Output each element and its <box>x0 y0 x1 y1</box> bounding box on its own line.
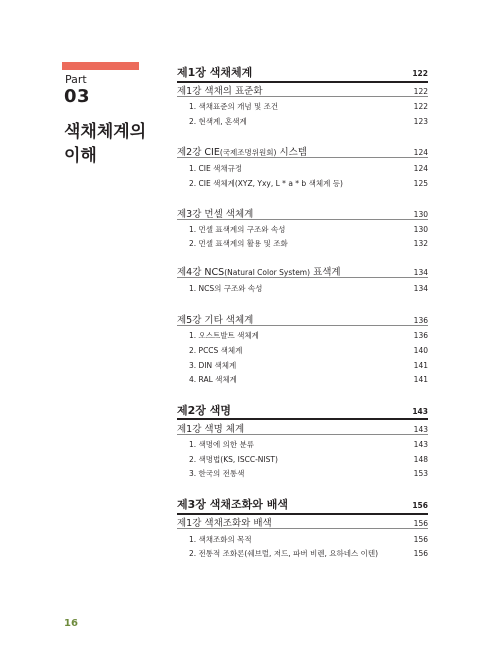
part-number: 03 <box>64 86 91 107</box>
section-rule <box>177 96 428 97</box>
toc-page: 122 <box>413 102 428 111</box>
toc-title: 1. 색채표준의 개념 및 조건 <box>189 102 279 111</box>
toc-title: 1. 먼셀 표색계의 구조와 속성 <box>189 225 286 234</box>
toc-item[interactable] <box>177 439 428 450</box>
toc-title: 1. NCS의 구조와 속성 <box>189 284 263 293</box>
toc-page: 123 <box>413 117 428 126</box>
toc-section[interactable] <box>177 421 428 435</box>
section-rule <box>177 277 428 278</box>
toc-page: 156 <box>413 519 428 528</box>
toc-title: 제5강 기타 색체계 <box>177 315 254 326</box>
part-title-line1: 색채체계의 <box>64 122 147 142</box>
toc-title: 제3장 색채조화와 배색 <box>177 498 288 511</box>
toc-section[interactable] <box>177 515 428 529</box>
toc-section[interactable] <box>177 206 428 220</box>
toc-item[interactable] <box>177 345 428 356</box>
part-title <box>64 120 164 168</box>
toc-title: 제3강 먼셀 색체계 <box>177 209 254 220</box>
toc-item[interactable] <box>177 454 428 465</box>
toc-item[interactable] <box>177 283 428 294</box>
toc-page: 122 <box>413 87 428 96</box>
toc-page: 124 <box>413 164 428 173</box>
section-rule <box>177 434 428 435</box>
toc-title: 제1강 색채의 표준화 <box>177 86 263 97</box>
part-accent-bar <box>62 62 139 70</box>
chapter-rule <box>177 418 428 420</box>
toc-item[interactable] <box>177 101 428 112</box>
toc-page: 122 <box>412 69 428 78</box>
toc-item[interactable] <box>177 534 428 545</box>
toc-title: 1. 색채조화의 목적 <box>189 535 252 544</box>
toc-section[interactable] <box>177 144 428 158</box>
toc-section[interactable] <box>177 83 428 97</box>
toc-page: 156 <box>413 535 428 544</box>
toc-item[interactable] <box>177 374 428 385</box>
toc-title: 1. 색명에 의한 분류 <box>189 440 255 449</box>
page-number: 16 <box>64 618 78 629</box>
toc-page: 134 <box>413 284 428 293</box>
toc-section[interactable] <box>177 312 428 326</box>
toc-title: 3. 한국의 전통색 <box>189 469 245 478</box>
toc-title: 2. 색명법(KS, ISCC-NIST) <box>189 455 278 464</box>
toc-title: 1. 오스트발트 색체계 <box>189 331 259 340</box>
toc-item[interactable] <box>177 163 428 174</box>
section-rule <box>177 528 428 529</box>
toc-title: 4. RAL 색체계 <box>189 375 237 384</box>
toc-page: 153 <box>413 469 428 478</box>
toc-page: 143 <box>413 440 428 449</box>
toc-page: 130 <box>413 210 428 219</box>
toc-item[interactable] <box>177 548 428 559</box>
toc-item[interactable] <box>177 330 428 341</box>
toc-title: 3. DIN 색체계 <box>189 361 237 370</box>
toc-chapter-3[interactable] <box>177 496 428 512</box>
toc-item[interactable] <box>177 238 428 249</box>
section-rule <box>177 219 428 220</box>
toc-page: 156 <box>413 549 428 558</box>
toc-page: 132 <box>413 239 428 248</box>
toc-page: 148 <box>413 455 428 464</box>
toc-page: 143 <box>413 425 428 434</box>
part-title-line2: 이해 <box>64 146 97 166</box>
toc-page: 140 <box>413 346 428 355</box>
toc-page: 141 <box>413 375 428 384</box>
toc-title: 제4강 NCS(Natural Color System) 표색계 <box>177 267 341 278</box>
toc-title: 제2장 색명 <box>177 404 231 417</box>
toc-item[interactable] <box>177 116 428 127</box>
toc-page: 125 <box>413 179 428 188</box>
toc-title: 1. CIE 색채규정 <box>189 164 243 173</box>
toc-title: 2. CIE 색체계(XYZ, Yxy, L * a * b 색체계 등) <box>189 179 343 188</box>
toc-title: 제2강 CIE(국제조명위원회) 시스템 <box>177 147 307 158</box>
toc-page: 136 <box>413 331 428 340</box>
toc-page: 136 <box>413 316 428 325</box>
toc-page: 124 <box>413 148 428 157</box>
toc-title: 제1강 색채조화와 배색 <box>177 518 272 529</box>
part-label: Part <box>65 73 87 86</box>
toc-section[interactable] <box>177 264 428 278</box>
toc-title: 2. 먼셀 표색계의 활용 및 조화 <box>189 239 288 248</box>
toc-title: 제1강 색명 체계 <box>177 424 245 435</box>
toc-title: 제1장 색채체계 <box>177 66 253 79</box>
toc-item[interactable] <box>177 224 428 235</box>
toc-page: 143 <box>412 407 428 416</box>
toc-page: 130 <box>413 225 428 234</box>
toc-item[interactable] <box>177 360 428 371</box>
toc-page: 134 <box>413 268 428 277</box>
section-rule <box>177 325 428 326</box>
toc-item[interactable] <box>177 468 428 479</box>
toc-page: 141 <box>413 361 428 370</box>
toc-chapter-1[interactable] <box>177 64 428 80</box>
toc-chapter-2[interactable] <box>177 402 428 418</box>
toc-title: 2. 전통적 조화론(쉐브럴, 저드, 파버 비렌, 요하네스 이텐) <box>189 549 378 558</box>
toc-page: 156 <box>412 501 428 510</box>
section-rule <box>177 157 428 158</box>
toc-item[interactable] <box>177 178 428 189</box>
toc-title: 2. 현색계, 혼색계 <box>189 117 247 126</box>
toc-title: 2. PCCS 색체계 <box>189 346 243 355</box>
